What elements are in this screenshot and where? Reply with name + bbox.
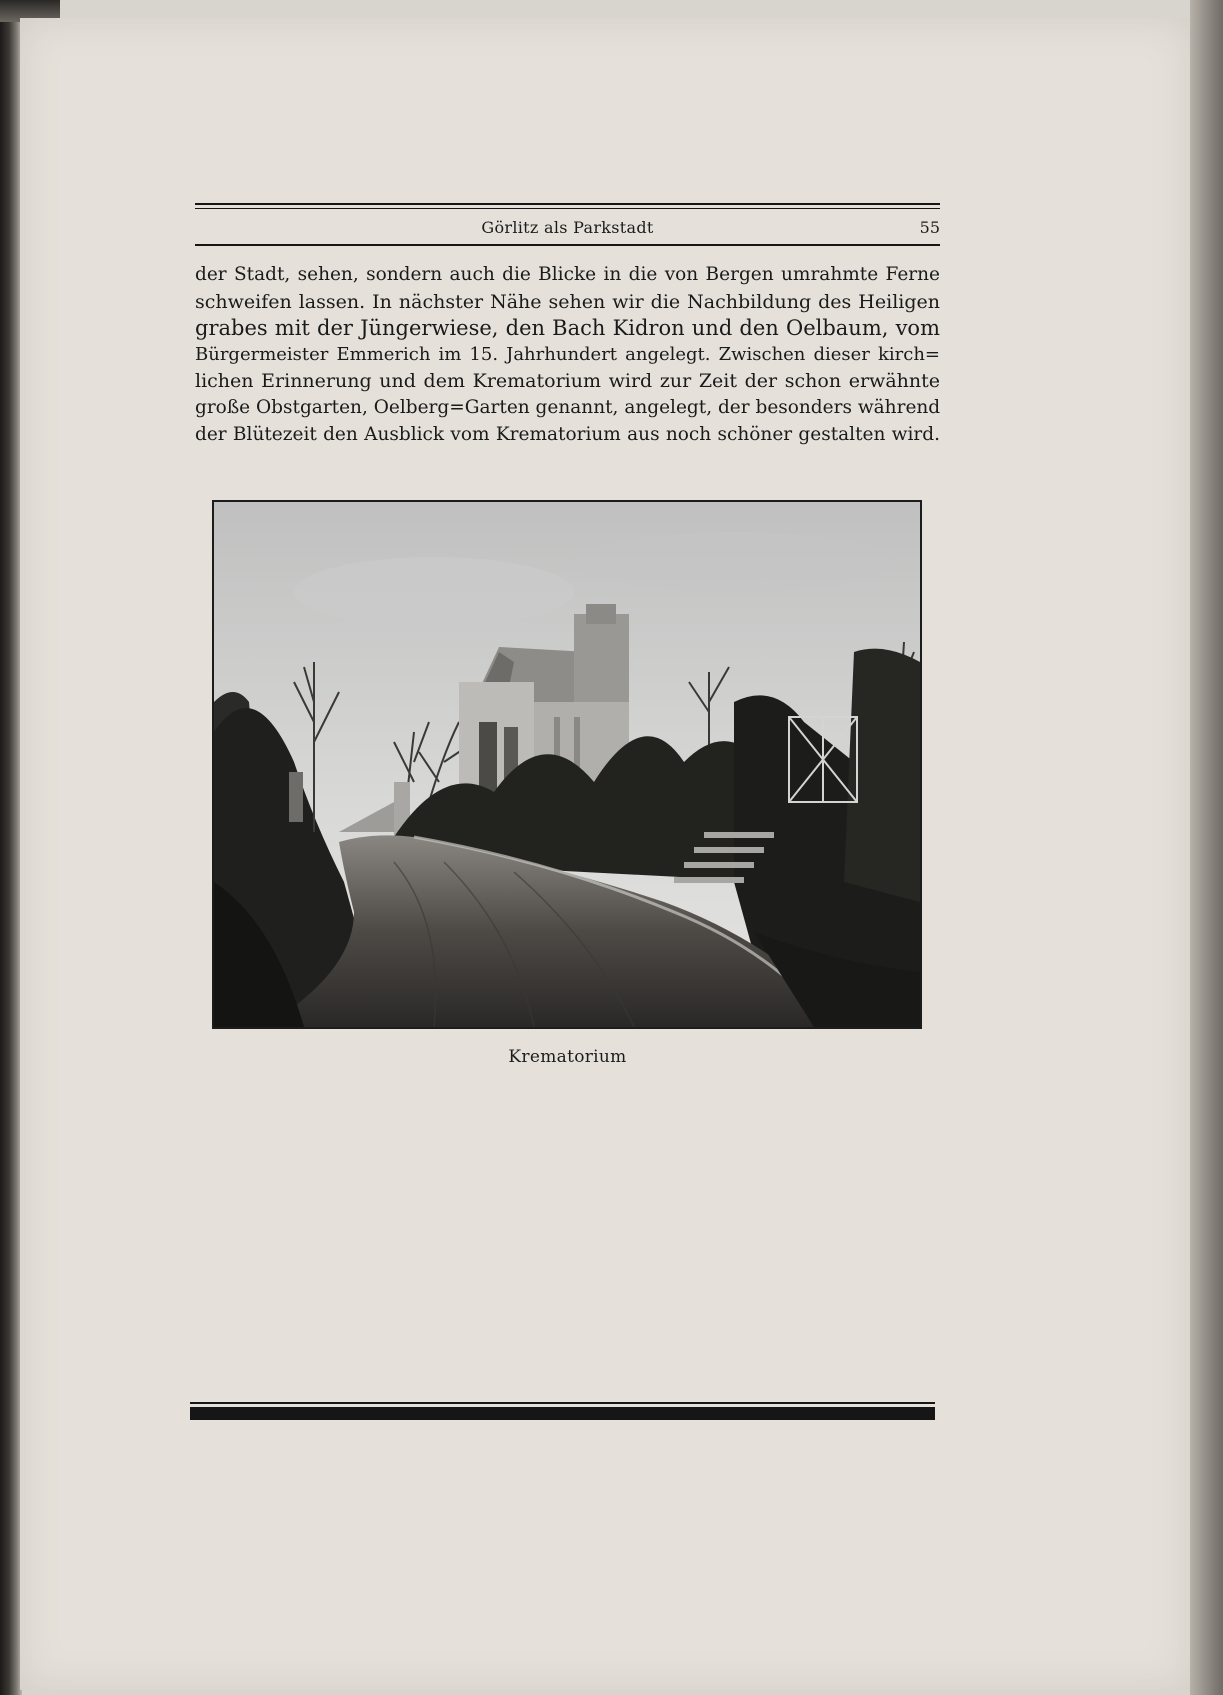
text-line-7: der Blütezeit den Ausblick vom Krematorium aus noch schöner gestalten wird. [195,423,940,445]
page-number: 55 [919,218,940,237]
running-head-title: Görlitz als Parkstadt [481,218,654,237]
book-spine [0,0,22,1695]
running-head [195,218,940,242]
body-paragraph [195,262,940,448]
text-line-6: große Obstgarten, Oelberg=Garten genannt, angelegt, der besonders während [195,396,941,418]
header-rule-bottom [195,244,940,246]
header-rule-top-thin [195,208,940,209]
photo-illustration [214,502,920,1027]
text-line-4: Bürgermeister Emmerich im 15. Jahrhundert angelegt. Zwischen dieser kirch= [195,343,940,365]
text-line-3: grabes mit der Jüngerwiese, den Bach Kidron und den Oelbaum, vom [195,316,940,341]
text-line-2: schweifen lassen. In nächster Nähe sehen wir die Nachbildung des Heiligen [195,290,940,313]
page-right-edge [1190,0,1223,1695]
text-line-1: der Stadt, sehen, sondern auch die Blicke in die von Bergen umrahmte Ferne [195,264,940,285]
footer-rule-thin [190,1402,935,1404]
photo-caption: Krematorium [508,1047,627,1067]
header-rule-top [195,203,940,205]
crematorium-photograph [212,500,922,1029]
text-line-5: lichen Erinnerung und dem Krematorium wird zur Zeit der schon erwähnte [195,370,940,393]
footer-rule-thick [190,1407,935,1420]
